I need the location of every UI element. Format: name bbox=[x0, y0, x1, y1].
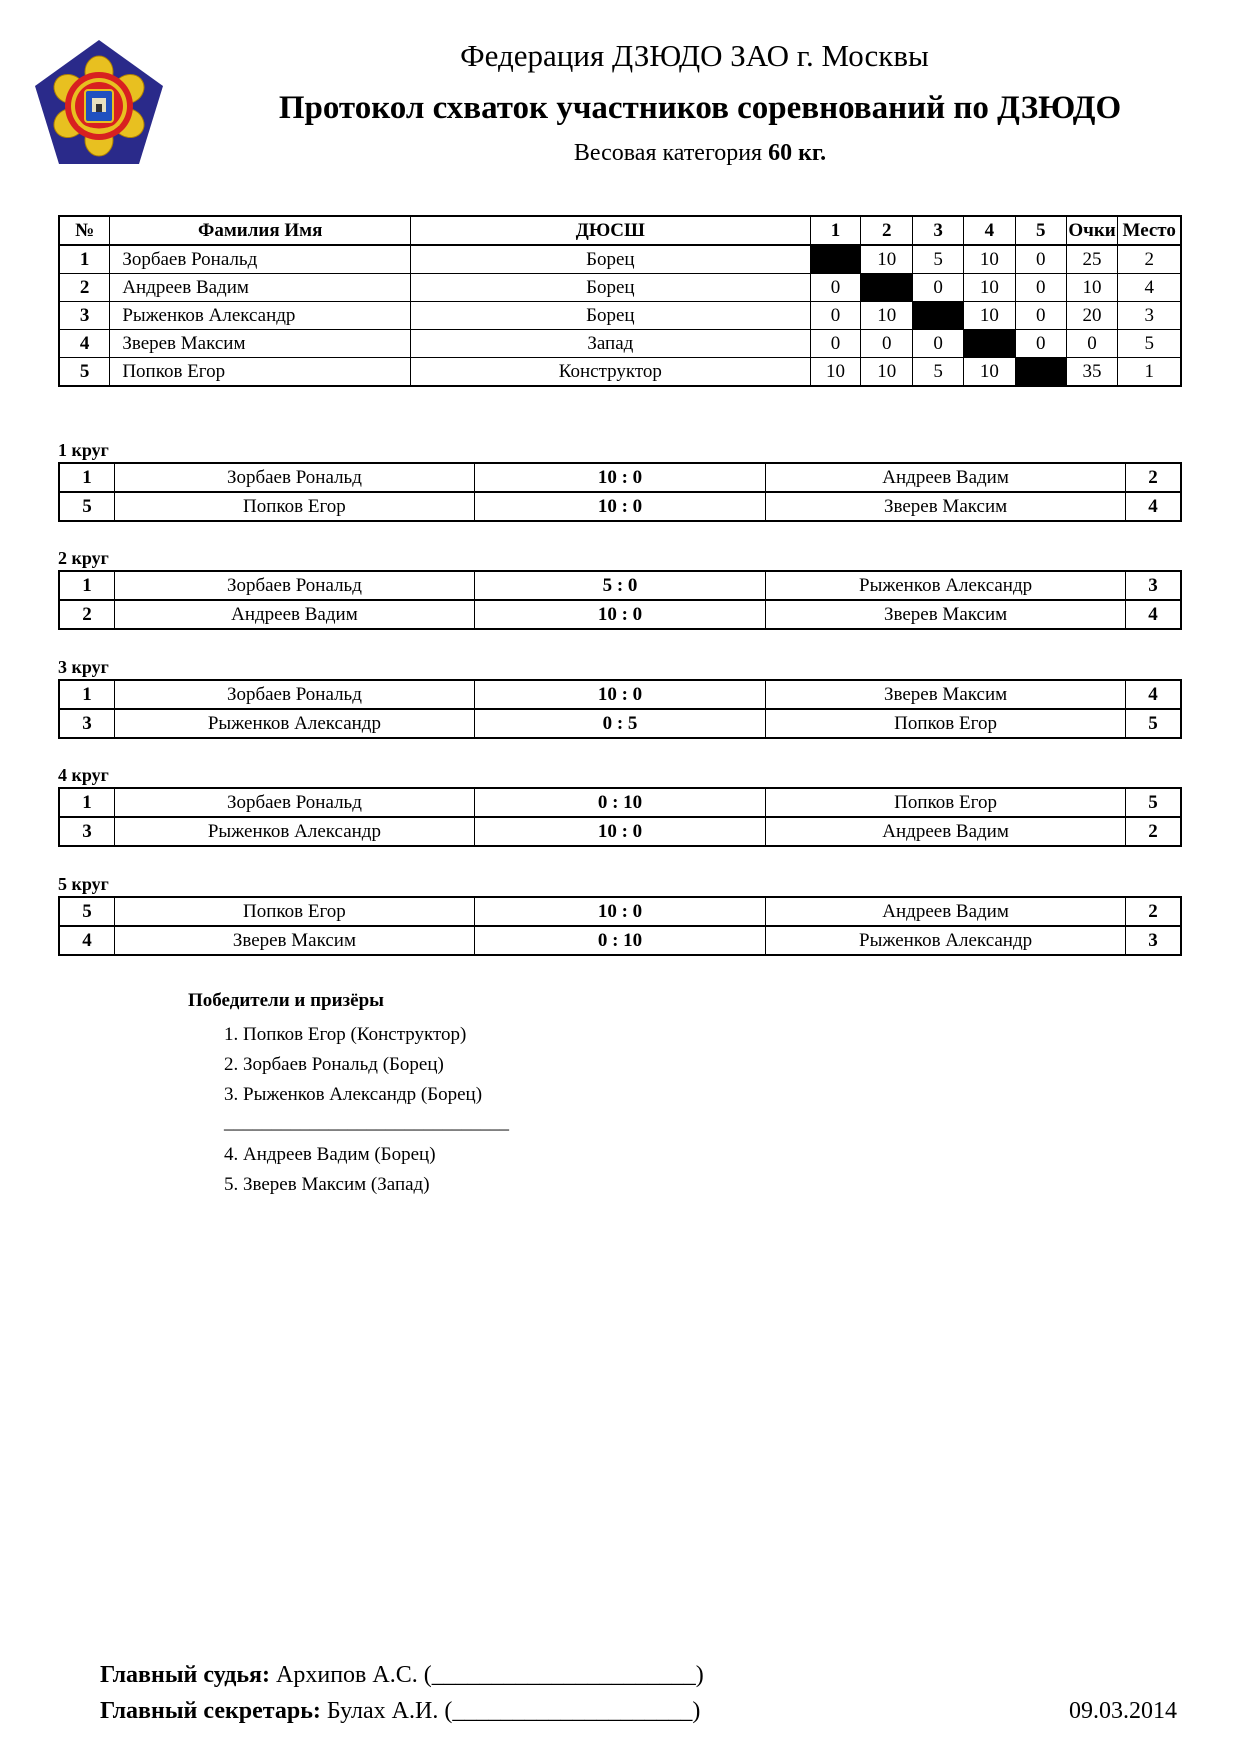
round-table bbox=[58, 787, 1182, 847]
weight-category bbox=[240, 140, 1160, 167]
weight-category-label: Весовая категория bbox=[573, 140, 763, 166]
round-label: 3 круг bbox=[58, 657, 109, 677]
protocol-title: Протокол схваток участников соревнований по ДЗЮДО bbox=[278, 90, 1122, 126]
chief-secretary-signature bbox=[100, 1698, 700, 1725]
score-cell: 10 bbox=[963, 245, 1015, 274]
bout-score: 0 : 10 bbox=[474, 788, 766, 817]
score-cell: 0 bbox=[1015, 302, 1066, 330]
fighter1-name: Зверев Максим bbox=[115, 926, 475, 955]
fighter1-number: 1 bbox=[59, 571, 115, 600]
participant-number: 3 bbox=[59, 302, 110, 330]
participant-name: Рыженков Александр bbox=[110, 302, 411, 330]
round-label: 2 круг bbox=[58, 548, 109, 568]
round-label: 1 круг bbox=[58, 440, 109, 460]
round-table bbox=[58, 462, 1182, 522]
place-cell: 4 bbox=[1118, 274, 1181, 302]
fighter2-name: Зверев Максим bbox=[766, 492, 1126, 521]
bout-row bbox=[59, 571, 1181, 600]
round-table bbox=[58, 570, 1182, 630]
document-date: 09.03.2014 bbox=[1069, 1698, 1177, 1724]
participant-number: 4 bbox=[59, 330, 110, 358]
fighter2-number: 4 bbox=[1125, 600, 1181, 629]
fighter1-name: Рыженков Александр bbox=[115, 709, 475, 738]
winner-item: 1. Попков Егор (Конструктор) bbox=[224, 1024, 467, 1045]
score-cell: 0 bbox=[1015, 274, 1066, 302]
score-cell: 0 bbox=[1015, 330, 1066, 358]
chief-judge-signature bbox=[100, 1662, 704, 1689]
col-header-points: Очки bbox=[1066, 216, 1118, 245]
bout-score: 10 : 0 bbox=[474, 600, 766, 629]
bout-row bbox=[59, 709, 1181, 738]
bout-score: 0 : 10 bbox=[474, 926, 766, 955]
winners-title: Победители и призёры bbox=[188, 990, 385, 1011]
self-cell bbox=[861, 274, 913, 302]
weight-category-value: 60 кг. bbox=[768, 140, 827, 166]
fighter2-number: 5 bbox=[1125, 709, 1181, 738]
score-cell: 0 bbox=[913, 330, 964, 358]
winner-item: 4. Андреев Вадим (Борец) bbox=[224, 1144, 436, 1165]
table-row bbox=[59, 302, 1181, 330]
place-cell: 5 bbox=[1118, 330, 1181, 358]
bout-row bbox=[59, 897, 1181, 926]
place-cell: 3 bbox=[1118, 302, 1181, 330]
bout-score: 10 : 0 bbox=[474, 492, 766, 521]
winners-section bbox=[188, 990, 509, 1200]
bout-score: 5 : 0 bbox=[474, 571, 766, 600]
score-cell: 10 bbox=[810, 358, 861, 387]
col-header-school: ДЮСШ bbox=[411, 216, 810, 245]
fighter1-number: 1 bbox=[59, 788, 115, 817]
summary-header-row bbox=[59, 216, 1181, 245]
fighter2-number: 2 bbox=[1125, 897, 1181, 926]
participant-name: Попков Егор bbox=[110, 358, 411, 387]
fighter1-name: Андреев Вадим bbox=[115, 600, 475, 629]
participant-school: Борец bbox=[411, 245, 810, 274]
fighter1-name: Зорбаев Рональд bbox=[115, 788, 475, 817]
col-header-number: № bbox=[59, 216, 110, 245]
score-cell: 10 bbox=[963, 358, 1015, 387]
bout-score: 10 : 0 bbox=[474, 817, 766, 846]
participant-name: Зверев Максим bbox=[110, 330, 411, 358]
fighter1-name: Зорбаев Рональд bbox=[115, 463, 475, 492]
table-row bbox=[59, 245, 1181, 274]
bout-row bbox=[59, 600, 1181, 629]
points-cell: 25 bbox=[1066, 245, 1118, 274]
score-cell: 0 bbox=[810, 302, 861, 330]
fighter1-number: 1 bbox=[59, 680, 115, 709]
bout-row bbox=[59, 492, 1181, 521]
bout-score: 10 : 0 bbox=[474, 463, 766, 492]
table-row bbox=[59, 274, 1181, 302]
place-cell: 1 bbox=[1118, 358, 1181, 387]
participant-number: 2 bbox=[59, 274, 110, 302]
place-cell: 2 bbox=[1118, 245, 1181, 274]
round-label: 5 круг bbox=[58, 874, 109, 894]
round-table bbox=[58, 679, 1182, 739]
points-cell: 35 bbox=[1066, 358, 1118, 387]
fighter2-number: 4 bbox=[1125, 680, 1181, 709]
score-cell: 5 bbox=[913, 245, 964, 274]
chief-judge-value: Архипов А.С. (______________________) bbox=[276, 1662, 704, 1688]
self-cell bbox=[810, 245, 861, 274]
summary-table bbox=[58, 215, 1182, 387]
fighter2-name: Попков Егор bbox=[766, 709, 1126, 738]
fighter2-name: Андреев Вадим bbox=[766, 817, 1126, 846]
self-cell bbox=[913, 302, 964, 330]
fighter2-number: 3 bbox=[1125, 571, 1181, 600]
bout-score: 10 : 0 bbox=[474, 897, 766, 926]
fighter1-name: Зорбаев Рональд bbox=[115, 680, 475, 709]
score-cell: 10 bbox=[963, 302, 1015, 330]
col-header-opponent-1: 1 bbox=[810, 216, 861, 245]
score-cell: 10 bbox=[861, 245, 913, 274]
score-cell: 0 bbox=[861, 330, 913, 358]
score-cell: 10 bbox=[861, 302, 913, 330]
participant-number: 5 bbox=[59, 358, 110, 387]
federation-title: Федерация ДЗЮДО ЗАО г. Москвы bbox=[460, 38, 929, 73]
bout-row bbox=[59, 788, 1181, 817]
participant-school: Борец bbox=[411, 274, 810, 302]
fighter2-name: Рыженков Александр bbox=[766, 926, 1126, 955]
fighter1-number: 3 bbox=[59, 709, 115, 738]
participant-school: Запад bbox=[411, 330, 810, 358]
points-cell: 10 bbox=[1066, 274, 1118, 302]
col-header-opponent-2: 2 bbox=[861, 216, 913, 245]
col-header-opponent-5: 5 bbox=[1015, 216, 1066, 245]
fighter1-name: Попков Егор bbox=[115, 897, 475, 926]
score-cell: 0 bbox=[913, 274, 964, 302]
score-cell: 0 bbox=[810, 330, 861, 358]
winner-item: 3. Рыженков Александр (Борец) bbox=[224, 1084, 483, 1105]
fighter2-number: 5 bbox=[1125, 788, 1181, 817]
fighter2-number: 4 bbox=[1125, 492, 1181, 521]
col-header-opponent-3: 3 bbox=[913, 216, 964, 245]
points-cell: 20 bbox=[1066, 302, 1118, 330]
fighter1-number: 2 bbox=[59, 600, 115, 629]
fighter2-number: 2 bbox=[1125, 463, 1181, 492]
chief-secretary-value: Булах А.И. (____________________) bbox=[326, 1698, 701, 1724]
fighter1-number: 1 bbox=[59, 463, 115, 492]
winners-separator: ______________________________ bbox=[224, 1112, 509, 1133]
points-cell: 0 bbox=[1066, 330, 1118, 358]
self-cell bbox=[963, 330, 1015, 358]
chief-judge-label: Главный судья: bbox=[100, 1662, 271, 1688]
participant-number: 1 bbox=[59, 245, 110, 274]
participant-school: Борец bbox=[411, 302, 810, 330]
fighter1-number: 5 bbox=[59, 897, 115, 926]
fighter2-number: 2 bbox=[1125, 817, 1181, 846]
col-header-place: Место bbox=[1118, 216, 1181, 245]
score-cell: 0 bbox=[1015, 245, 1066, 274]
participant-name: Зорбаев Рональд bbox=[110, 245, 411, 274]
fighter2-name: Рыженков Александр bbox=[766, 571, 1126, 600]
table-row bbox=[59, 330, 1181, 358]
bout-row bbox=[59, 680, 1181, 709]
participant-school: Конструктор bbox=[411, 358, 810, 387]
score-cell: 0 bbox=[810, 274, 861, 302]
fighter1-number: 3 bbox=[59, 817, 115, 846]
winner-item: 5. Зверев Максим (Запад) bbox=[224, 1174, 430, 1195]
fighter2-name: Зверев Максим bbox=[766, 600, 1126, 629]
col-header-opponent-4: 4 bbox=[963, 216, 1015, 245]
bout-score: 10 : 0 bbox=[474, 680, 766, 709]
fighter1-name: Рыженков Александр bbox=[115, 817, 475, 846]
winner-item: 2. Зорбаев Рональд (Борец) bbox=[224, 1054, 444, 1075]
round-table bbox=[58, 896, 1182, 956]
fighter1-name: Попков Егор bbox=[115, 492, 475, 521]
bout-row bbox=[59, 463, 1181, 492]
fighter1-name: Зорбаев Рональд bbox=[115, 571, 475, 600]
round-label: 4 круг bbox=[58, 765, 109, 785]
bout-row bbox=[59, 926, 1181, 955]
fighter2-name: Зверев Максим bbox=[766, 680, 1126, 709]
bout-score: 0 : 5 bbox=[474, 709, 766, 738]
fighter1-number: 5 bbox=[59, 492, 115, 521]
fighter2-number: 3 bbox=[1125, 926, 1181, 955]
fighter1-number: 4 bbox=[59, 926, 115, 955]
participant-name: Андреев Вадим bbox=[110, 274, 411, 302]
self-cell bbox=[1015, 358, 1066, 387]
score-cell: 5 bbox=[913, 358, 964, 387]
fighter2-name: Андреев Вадим bbox=[766, 463, 1126, 492]
bout-row bbox=[59, 817, 1181, 846]
fighter2-name: Андреев Вадим bbox=[766, 897, 1126, 926]
chief-secretary-label: Главный секретарь: bbox=[100, 1698, 321, 1724]
score-cell: 10 bbox=[963, 274, 1015, 302]
score-cell: 10 bbox=[861, 358, 913, 387]
fighter2-name: Попков Егор bbox=[766, 788, 1126, 817]
col-header-name: Фамилия Имя bbox=[110, 216, 411, 245]
table-row bbox=[59, 358, 1181, 387]
